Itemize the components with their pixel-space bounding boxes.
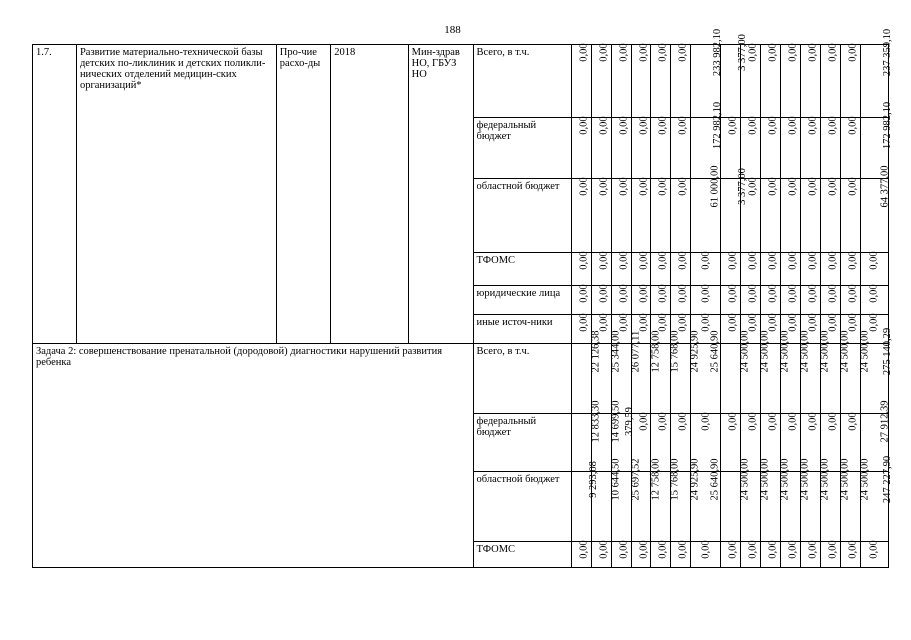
value-cell: [631, 45, 651, 118]
value-cell: [800, 253, 820, 286]
value-cell: [800, 179, 820, 253]
value-text: 0,00: [728, 540, 740, 559]
value-text: 0,00: [748, 284, 760, 303]
value-text: 15 768,00: [669, 458, 681, 501]
value-cell: [571, 542, 591, 568]
source-cell: федеральный бюджет: [473, 118, 571, 179]
value-text: 237 359,10: [881, 28, 893, 77]
value-cell: [820, 179, 840, 253]
value-text: 0,00: [598, 284, 610, 303]
value-text: 0,00: [847, 540, 859, 559]
item-number-cell: 1.7.: [33, 45, 77, 344]
value-text: 0,00: [578, 43, 590, 62]
value-cell: [651, 118, 671, 179]
value-cell: [800, 45, 820, 118]
value-text: 0,00: [700, 284, 712, 303]
value-cell: [820, 45, 840, 118]
value-text: 24 500,00: [839, 458, 851, 501]
value-text: 0,00: [578, 540, 590, 559]
value-cell: [721, 253, 741, 286]
value-cell: [721, 315, 741, 344]
value-cell: [761, 179, 781, 253]
year-cell: 2018: [331, 45, 408, 344]
value-text: 0,00: [700, 412, 712, 431]
value-cell: [671, 179, 691, 253]
value-cell: [860, 253, 888, 286]
value-text: 0,00: [868, 313, 880, 332]
value-text: 0,00: [638, 177, 650, 196]
value-text: 0,00: [728, 251, 740, 270]
page-number: 188: [444, 24, 461, 36]
value-text: 22 126,38: [590, 330, 602, 373]
value-cell: [691, 253, 721, 286]
value-cell: [840, 118, 860, 179]
value-cell: [631, 179, 651, 253]
table-row: [33, 45, 889, 118]
value-text: 0,00: [618, 251, 630, 270]
value-text: 0,00: [767, 284, 779, 303]
value-text: 0,00: [700, 251, 712, 270]
value-text: 0,00: [787, 284, 799, 303]
value-text: 24 500,00: [779, 458, 791, 501]
value-text: 25 640,90: [709, 458, 721, 501]
value-cell: [611, 542, 631, 568]
value-cell: [651, 286, 671, 315]
value-text: 0,00: [807, 116, 819, 135]
value-text: 64 377,00: [879, 165, 891, 208]
value-text: 0,00: [658, 116, 670, 135]
value-text: 0,00: [787, 251, 799, 270]
value-text: 14 699,50: [610, 400, 622, 443]
value-cell: [631, 253, 651, 286]
table-row: [33, 344, 889, 414]
value-text: 0,00: [658, 540, 670, 559]
value-text: 12 758,00: [650, 458, 661, 501]
value-text: 0,00: [618, 177, 630, 196]
value-text: 0,00: [847, 116, 859, 135]
source-cell: Всего, в т.ч.: [473, 344, 571, 414]
value-cell: [860, 286, 888, 315]
value-text: 0,00: [787, 540, 799, 559]
value-text: 24 500,00: [819, 458, 831, 501]
value-cell: [611, 118, 631, 179]
value-text: 0,00: [827, 251, 839, 270]
value-text: 0,00: [827, 540, 839, 559]
value-text: 0,00: [827, 284, 839, 303]
value-text: 0,00: [787, 43, 799, 62]
value-text: 0,00: [598, 43, 610, 62]
value-text: 0,00: [847, 43, 859, 62]
value-text: 247 227,90: [881, 455, 893, 504]
value-text: 0,00: [767, 313, 779, 332]
value-cell: [721, 414, 741, 472]
value-cell: [571, 286, 591, 315]
value-text: 24 500,00: [819, 330, 831, 373]
value-text: 0,00: [748, 43, 760, 62]
value-text: 233 982,10: [712, 28, 724, 77]
expense-type-cell: Про-чие расхо-ды: [276, 45, 330, 344]
value-cell: [820, 286, 840, 315]
value-cell: [611, 286, 631, 315]
value-text: 0,00: [787, 116, 799, 135]
value-text: 0,00: [748, 540, 760, 559]
value-text: 172 982,10: [881, 101, 893, 150]
value-cell: [761, 45, 781, 118]
value-cell: [781, 118, 801, 179]
value-text: 24 925,90: [689, 330, 701, 373]
value-text: 12 758,00: [650, 330, 661, 373]
value-cell: [651, 542, 671, 568]
value-text: 0,00: [787, 177, 799, 196]
value-text: 0,00: [748, 251, 760, 270]
value-text: 0,00: [618, 540, 630, 559]
value-cell: [671, 286, 691, 315]
value-text: 0,00: [868, 540, 880, 559]
value-text: 0,00: [847, 284, 859, 303]
value-text: 0,00: [658, 251, 670, 270]
value-text: 0,00: [658, 284, 670, 303]
value-cell: [721, 168, 749, 253]
value-cell: [631, 118, 651, 179]
value-text: 0,00: [677, 116, 689, 135]
value-text: 0,00: [598, 251, 610, 270]
value-cell: [840, 253, 860, 286]
value-cell: [800, 542, 820, 568]
value-cell: [721, 330, 751, 414]
value-text: 0,00: [658, 412, 670, 431]
value-text: 0,00: [638, 540, 650, 559]
value-text: 0,00: [598, 177, 610, 196]
value-text: 0,00: [618, 116, 630, 135]
value-cell: [741, 253, 761, 286]
value-text: 0,00: [618, 313, 630, 332]
value-cell: [840, 45, 860, 118]
value-text: 0,00: [598, 540, 610, 559]
value-text: 0,00: [598, 313, 610, 332]
value-cell: [761, 253, 781, 286]
value-cell: [721, 34, 749, 118]
value-text: 0,00: [638, 251, 650, 270]
value-cell: [571, 330, 602, 414]
value-cell: [840, 179, 860, 253]
value-text: 0,00: [787, 313, 799, 332]
value-cell: [820, 253, 840, 286]
value-cell: [691, 286, 721, 315]
value-text: 0,00: [827, 313, 839, 332]
value-cell: [860, 542, 888, 568]
value-text: 0,00: [677, 284, 689, 303]
source-cell: ТФОМС: [473, 542, 571, 568]
value-text: 0,00: [827, 412, 839, 431]
source-cell: Всего, в т.ч.: [473, 45, 571, 118]
value-cell: [651, 45, 671, 118]
value-text: 0,00: [677, 540, 689, 559]
value-cell: [721, 542, 741, 568]
value-cell: [571, 253, 591, 286]
value-text: 0,00: [767, 43, 779, 62]
value-text: 3 377,00: [737, 168, 749, 205]
value-cell: [691, 542, 721, 568]
value-text: 9 293,08: [587, 461, 599, 498]
value-cell: [840, 286, 860, 315]
value-cell: [591, 179, 611, 253]
value-text: 0,00: [767, 540, 779, 559]
value-cell: [591, 253, 611, 286]
value-text: 0,00: [658, 43, 670, 62]
value-text: 0,00: [847, 412, 859, 431]
value-text: 0,00: [677, 412, 689, 431]
value-cell: [571, 118, 591, 179]
value-text: 0,00: [767, 177, 779, 196]
source-cell: областной бюджет: [473, 179, 571, 253]
value-text: 25 640,90: [709, 330, 721, 373]
source-cell: ТФОМС: [473, 253, 571, 286]
value-cell: [781, 542, 801, 568]
value-text: 0,00: [578, 313, 590, 332]
value-text: 0,00: [728, 313, 740, 332]
value-text: 0,00: [868, 284, 880, 303]
value-text: 0,00: [748, 177, 760, 196]
value-text: 0,00: [728, 412, 740, 431]
value-text: 0,00: [638, 313, 650, 332]
value-text: 0,00: [598, 116, 610, 135]
item-name-cell: Развитие материально-технической базы детских по-ликлиник и детских поликли-нических отделений медицин-ских организаций*: [76, 45, 276, 344]
value-cell: [820, 542, 840, 568]
value-cell: [781, 179, 801, 253]
value-cell: [631, 542, 651, 568]
value-cell: [651, 179, 671, 253]
value-cell: [591, 45, 611, 118]
value-text: 24 500,00: [839, 330, 851, 373]
value-cell: [671, 542, 691, 568]
source-cell: областной бюджет: [473, 472, 571, 542]
value-cell: [840, 542, 860, 568]
value-cell: [611, 45, 631, 118]
value-cell: [800, 286, 820, 315]
value-cell: [611, 253, 631, 286]
value-text: 0,00: [748, 313, 760, 332]
value-text: 0,00: [700, 540, 712, 559]
value-text: 3 377,00: [737, 34, 749, 71]
value-text: 0,00: [677, 43, 689, 62]
value-text: 0,00: [618, 43, 630, 62]
value-text: 0,00: [827, 43, 839, 62]
value-cell: [571, 179, 591, 253]
value-cell: [671, 118, 691, 179]
value-text: 0,00: [748, 412, 760, 431]
value-cell: [721, 286, 741, 315]
value-cell: [671, 45, 691, 118]
value-text: 24 500,00: [799, 458, 811, 501]
value-text: 0,00: [847, 251, 859, 270]
value-text: 12 833,30: [590, 400, 602, 443]
value-text: 0,00: [847, 177, 859, 196]
source-cell: иные источ-ники: [473, 315, 571, 344]
source-cell: юридические лица: [473, 286, 571, 315]
value-text: 0,00: [677, 177, 689, 196]
value-text: 0,00: [677, 313, 689, 332]
value-text: 24 925,90: [689, 458, 701, 501]
value-cell: [761, 118, 781, 179]
value-text: 24 500,00: [859, 330, 871, 373]
value-text: 0,00: [807, 284, 819, 303]
value-cell: [820, 118, 840, 179]
value-text: 0,00: [638, 412, 650, 431]
value-text: 15 768,00: [669, 330, 681, 373]
value-cell: [741, 286, 761, 315]
value-cell: [781, 253, 801, 286]
value-text: 0,00: [618, 284, 630, 303]
value-cell: [721, 458, 751, 542]
value-text: 0,00: [638, 116, 650, 135]
value-text: 0,00: [767, 251, 779, 270]
value-text: 0,00: [807, 313, 819, 332]
value-text: 61 000,00: [709, 165, 721, 208]
value-text: 0,00: [578, 284, 590, 303]
value-text: 10 644,50: [610, 458, 622, 501]
value-text: 0,00: [728, 284, 740, 303]
value-text: 0,00: [767, 116, 779, 135]
value-text: 0,00: [677, 251, 689, 270]
task-title-cell: Задача 2: совершенствование пренатальной (дородовой) диагностики нарушений развития ребенка: [33, 344, 474, 568]
value-text: 0,00: [748, 116, 760, 135]
value-cell: [761, 286, 781, 315]
value-text: 0,00: [728, 116, 740, 135]
value-text: 26 077,11: [629, 330, 641, 373]
value-text: 0,00: [578, 177, 590, 196]
value-text: 0,00: [658, 177, 670, 196]
value-cell: [741, 542, 761, 568]
value-text: 0,00: [578, 251, 590, 270]
value-text: 27 912,39: [879, 400, 891, 443]
value-text: 0,00: [827, 116, 839, 135]
value-text: 0,00: [847, 313, 859, 332]
value-text: 0,00: [638, 43, 650, 62]
value-text: 0,00: [807, 412, 819, 431]
value-cell: [781, 286, 801, 315]
value-text: 0,00: [807, 43, 819, 62]
value-cell: [860, 165, 891, 253]
value-text: 0,00: [807, 251, 819, 270]
value-text: 24 500,00: [759, 330, 771, 373]
value-cell: [591, 542, 611, 568]
value-text: 0,00: [807, 540, 819, 559]
value-text: 25 697,52: [630, 458, 642, 501]
value-text: 24 500,00: [799, 330, 811, 373]
value-text: 0,00: [787, 412, 799, 431]
value-text: 24 500,00: [759, 458, 771, 501]
value-text: 0,00: [868, 251, 880, 270]
value-text: 24 500,00: [739, 330, 751, 373]
value-cell: [571, 315, 591, 344]
value-cell: [691, 165, 721, 253]
value-cell: [571, 461, 599, 542]
executor-cell: Мин-здрав НО, ГБУЗ НО: [408, 45, 473, 344]
value-text: 0,00: [638, 284, 650, 303]
value-text: 379,59: [623, 407, 635, 436]
value-cell: [781, 45, 801, 118]
value-cell: [800, 118, 820, 179]
value-text: 0,00: [807, 177, 819, 196]
value-cell: [631, 286, 651, 315]
value-text: 0,00: [700, 313, 712, 332]
value-cell: [761, 542, 781, 568]
value-text: 24 500,00: [779, 330, 791, 373]
value-cell: [571, 45, 591, 118]
value-cell: [591, 286, 611, 315]
value-text: 0,00: [827, 177, 839, 196]
source-cell: федеральный бюджет: [473, 414, 571, 472]
value-cell: [651, 253, 671, 286]
value-text: 0,00: [767, 412, 779, 431]
value-text: 275 140,29: [881, 327, 893, 376]
value-text: 0,00: [578, 116, 590, 135]
value-cell: [611, 179, 631, 253]
value-text: 0,00: [658, 313, 670, 332]
value-cell: [591, 118, 611, 179]
value-text: 172 982,10: [712, 101, 724, 150]
value-text: 24 500,00: [739, 458, 751, 501]
value-cell: [671, 253, 691, 286]
value-text: 25 344,00: [610, 330, 622, 373]
value-text: 24 500,00: [859, 458, 871, 501]
